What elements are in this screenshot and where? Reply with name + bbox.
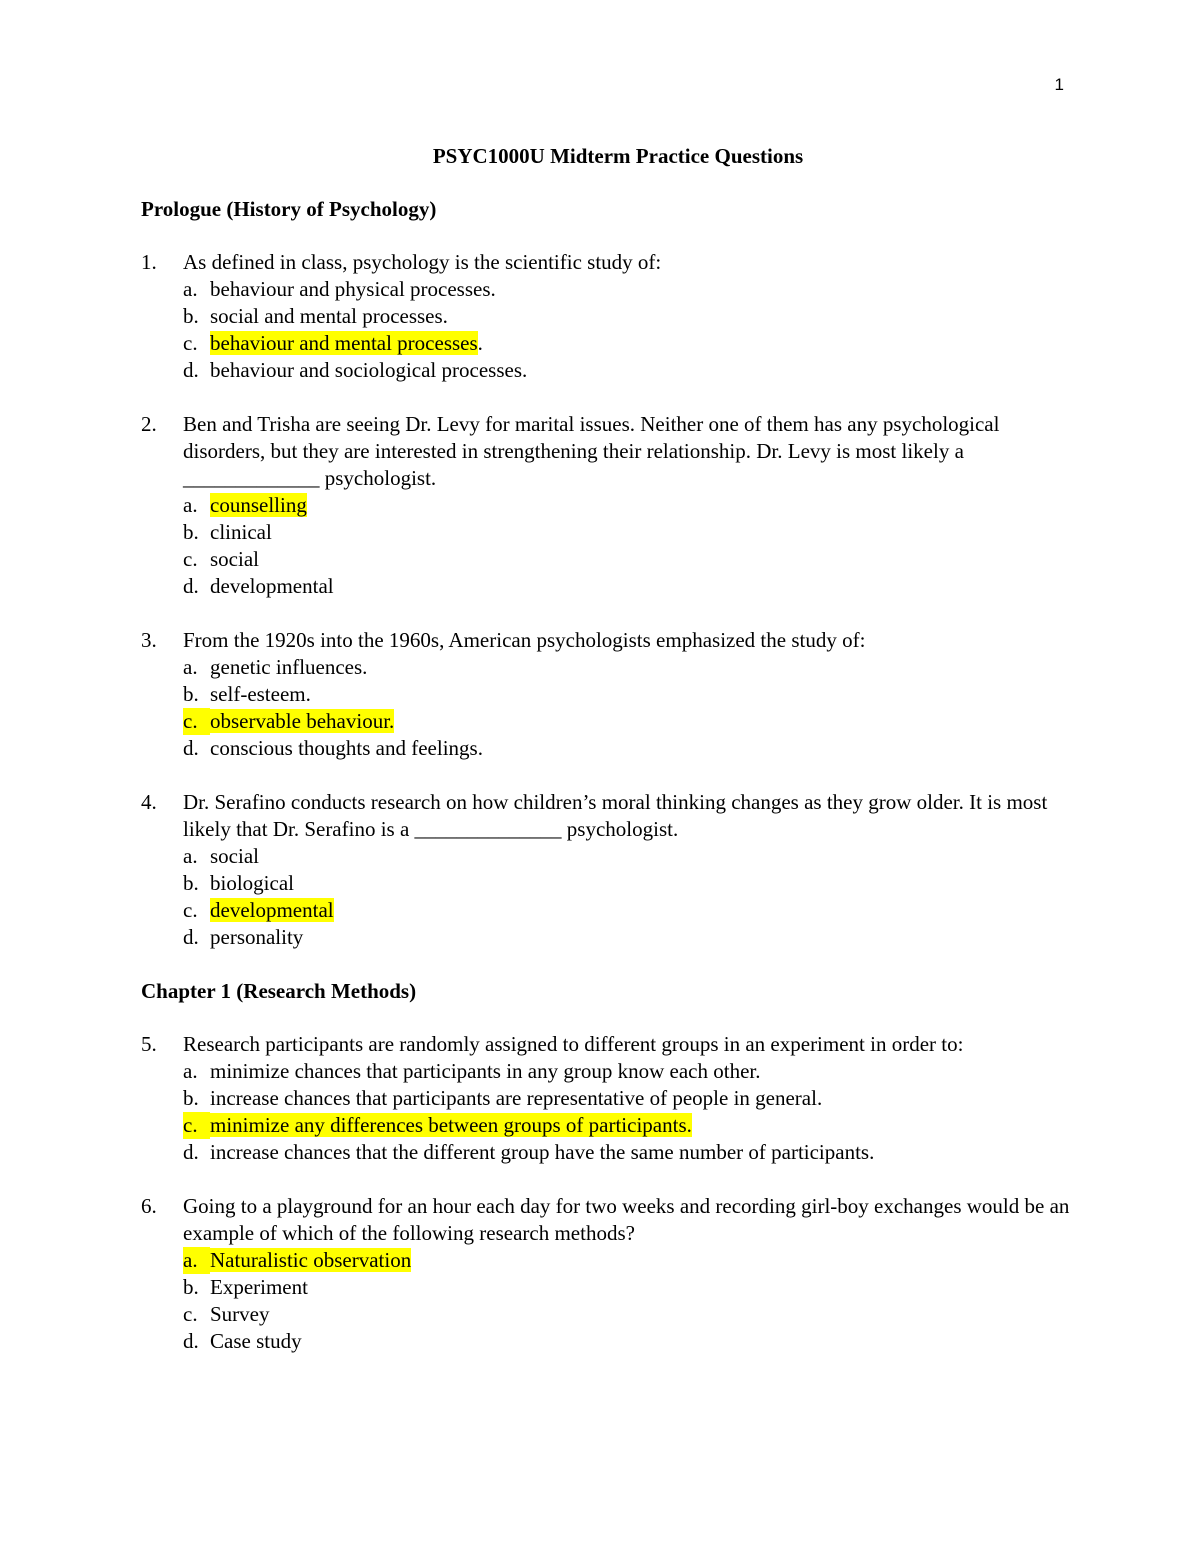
- answer-option: [183, 1301, 1071, 1328]
- answer-option-correct: [183, 708, 1071, 735]
- option-text: social: [210, 547, 259, 571]
- answer-option: [183, 735, 1071, 762]
- option-letter: d.: [183, 925, 199, 949]
- option-letter: c.: [183, 331, 198, 355]
- option-text: Experiment: [210, 1275, 308, 1299]
- option-letter: c.: [183, 1302, 198, 1326]
- option-letter: b.: [183, 304, 199, 328]
- document-body: [141, 142, 1071, 1382]
- answer-option: [183, 303, 1071, 330]
- option-letter: c.: [183, 547, 198, 571]
- answer-option: [183, 519, 1071, 546]
- question-body: [183, 249, 1071, 384]
- question: [141, 411, 1071, 600]
- option-text: personality: [210, 925, 304, 949]
- question: [141, 1193, 1071, 1355]
- answer-option: [183, 1139, 1071, 1166]
- question-body: [183, 411, 1071, 600]
- question-stem: Ben and Trisha are seeing Dr. Levy for marital issues. Neither one of them has any psychological disorders, but they are interested in strengthening their relationship. Dr. Levy is most likely a _____________ psychologist.: [183, 412, 1000, 490]
- sections-container: [141, 196, 1071, 1355]
- answer-option-correct: [183, 1247, 1071, 1274]
- question-stem: As defined in class, psychology is the scientific study of:: [183, 250, 662, 274]
- option-letter: b.: [183, 682, 199, 706]
- question-number: 3.: [141, 628, 157, 652]
- question-stem: Research participants are randomly assigned to different groups in an experiment in order to:: [183, 1032, 964, 1056]
- highlighted-answer-text: developmental: [210, 898, 334, 922]
- answer-option: [183, 843, 1071, 870]
- option-text: self-esteem.: [210, 682, 311, 706]
- question-number: 4.: [141, 790, 157, 814]
- option-text: clinical: [210, 520, 272, 544]
- question-stem: Dr. Serafino conducts research on how children’s moral thinking changes as they grow older. It is most likely that Dr. Serafino is a ______________ psychologist.: [183, 790, 1048, 841]
- answer-option: [183, 870, 1071, 897]
- option-letter: c.: [183, 708, 210, 735]
- option-text: Survey: [210, 1302, 270, 1326]
- document-title: PSYC1000U Midterm Practice Questions: [432, 144, 804, 168]
- option-letter: c.: [183, 898, 198, 922]
- answer-option: [183, 1085, 1071, 1112]
- highlighted-answer-text: observable behaviour.: [210, 709, 395, 733]
- question-body: [183, 1193, 1071, 1355]
- option-letter: d.: [183, 1329, 199, 1353]
- option-letter: d.: [183, 574, 199, 598]
- answer-option: [183, 357, 1071, 384]
- question-number: 1.: [141, 250, 157, 274]
- answer-options: [183, 843, 1071, 951]
- answer-option: [183, 681, 1071, 708]
- option-letter: b.: [183, 520, 199, 544]
- option-letter: a.: [183, 1059, 198, 1083]
- option-text: conscious thoughts and feelings.: [210, 736, 483, 760]
- option-letter: d.: [183, 358, 199, 382]
- option-letter: a.: [183, 277, 198, 301]
- answer-options: [183, 1058, 1071, 1166]
- question: [141, 249, 1071, 384]
- answer-option: [183, 1058, 1071, 1085]
- option-letter: b.: [183, 1275, 199, 1299]
- page-number: 1: [1054, 75, 1064, 94]
- answer-options: [183, 492, 1071, 600]
- option-text: behaviour and sociological processes.: [210, 358, 528, 382]
- option-text: Case study: [210, 1329, 302, 1353]
- option-text: behaviour and physical processes.: [210, 277, 496, 301]
- option-letter: a.: [183, 493, 198, 517]
- option-letter: a.: [183, 844, 198, 868]
- answer-options: [183, 276, 1071, 384]
- question-body: [183, 789, 1071, 951]
- question-stem: From the 1920s into the 1960s, American psychologists emphasized the study of:: [183, 628, 866, 652]
- highlighted-answer-text: Naturalistic observation: [210, 1248, 412, 1272]
- option-text: social and mental processes.: [210, 304, 448, 328]
- question: [141, 789, 1071, 951]
- highlighted-answer-text: counselling: [210, 493, 307, 517]
- option-letter: b.: [183, 1086, 199, 1110]
- question: [141, 627, 1071, 762]
- option-text: social: [210, 844, 259, 868]
- option-text: genetic influences.: [210, 655, 368, 679]
- answer-options: [183, 1247, 1071, 1355]
- option-letter: d.: [183, 1140, 199, 1164]
- answer-option: [183, 924, 1071, 951]
- answer-option: [183, 573, 1071, 600]
- answer-option-correct: [183, 1112, 1071, 1139]
- option-text: increase chances that the different group have the same number of participants.: [210, 1140, 875, 1164]
- answer-option: [183, 1274, 1071, 1301]
- option-text: biological: [210, 871, 294, 895]
- option-suffix: .: [477, 331, 483, 355]
- option-letter: d.: [183, 736, 199, 760]
- option-text: developmental: [210, 574, 334, 598]
- section-heading: Chapter 1 (Research Methods): [141, 979, 417, 1003]
- highlighted-answer-text: behaviour and mental processes: [210, 331, 478, 355]
- answer-option-correct: [183, 330, 1071, 357]
- option-letter: b.: [183, 871, 199, 895]
- option-letter: a.: [183, 655, 198, 679]
- highlighted-answer-text: minimize any differences between groups of participants.: [210, 1113, 692, 1137]
- option-letter: a.: [183, 1247, 210, 1274]
- question-number: 5.: [141, 1032, 157, 1056]
- question-number: 6.: [141, 1194, 157, 1218]
- option-text: increase chances that participants are representative of people in general.: [210, 1086, 823, 1110]
- option-text: minimize chances that participants in any group know each other.: [210, 1059, 761, 1083]
- section-heading: Prologue (History of Psychology): [141, 197, 437, 221]
- answer-option: [183, 276, 1071, 303]
- question-body: [183, 1031, 1071, 1166]
- question-stem: Going to a playground for an hour each day for two weeks and recording girl-boy exchanges would be an example of which of the following research methods?: [183, 1194, 1070, 1245]
- answer-option-correct: [183, 897, 1071, 924]
- question: [141, 1031, 1071, 1166]
- answer-option: [183, 1328, 1071, 1355]
- answer-option-correct: [183, 492, 1071, 519]
- answer-options: [183, 654, 1071, 762]
- answer-option: [183, 654, 1071, 681]
- answer-option: [183, 546, 1071, 573]
- option-letter: c.: [183, 1112, 210, 1139]
- question-body: [183, 627, 1071, 762]
- question-number: 2.: [141, 412, 157, 436]
